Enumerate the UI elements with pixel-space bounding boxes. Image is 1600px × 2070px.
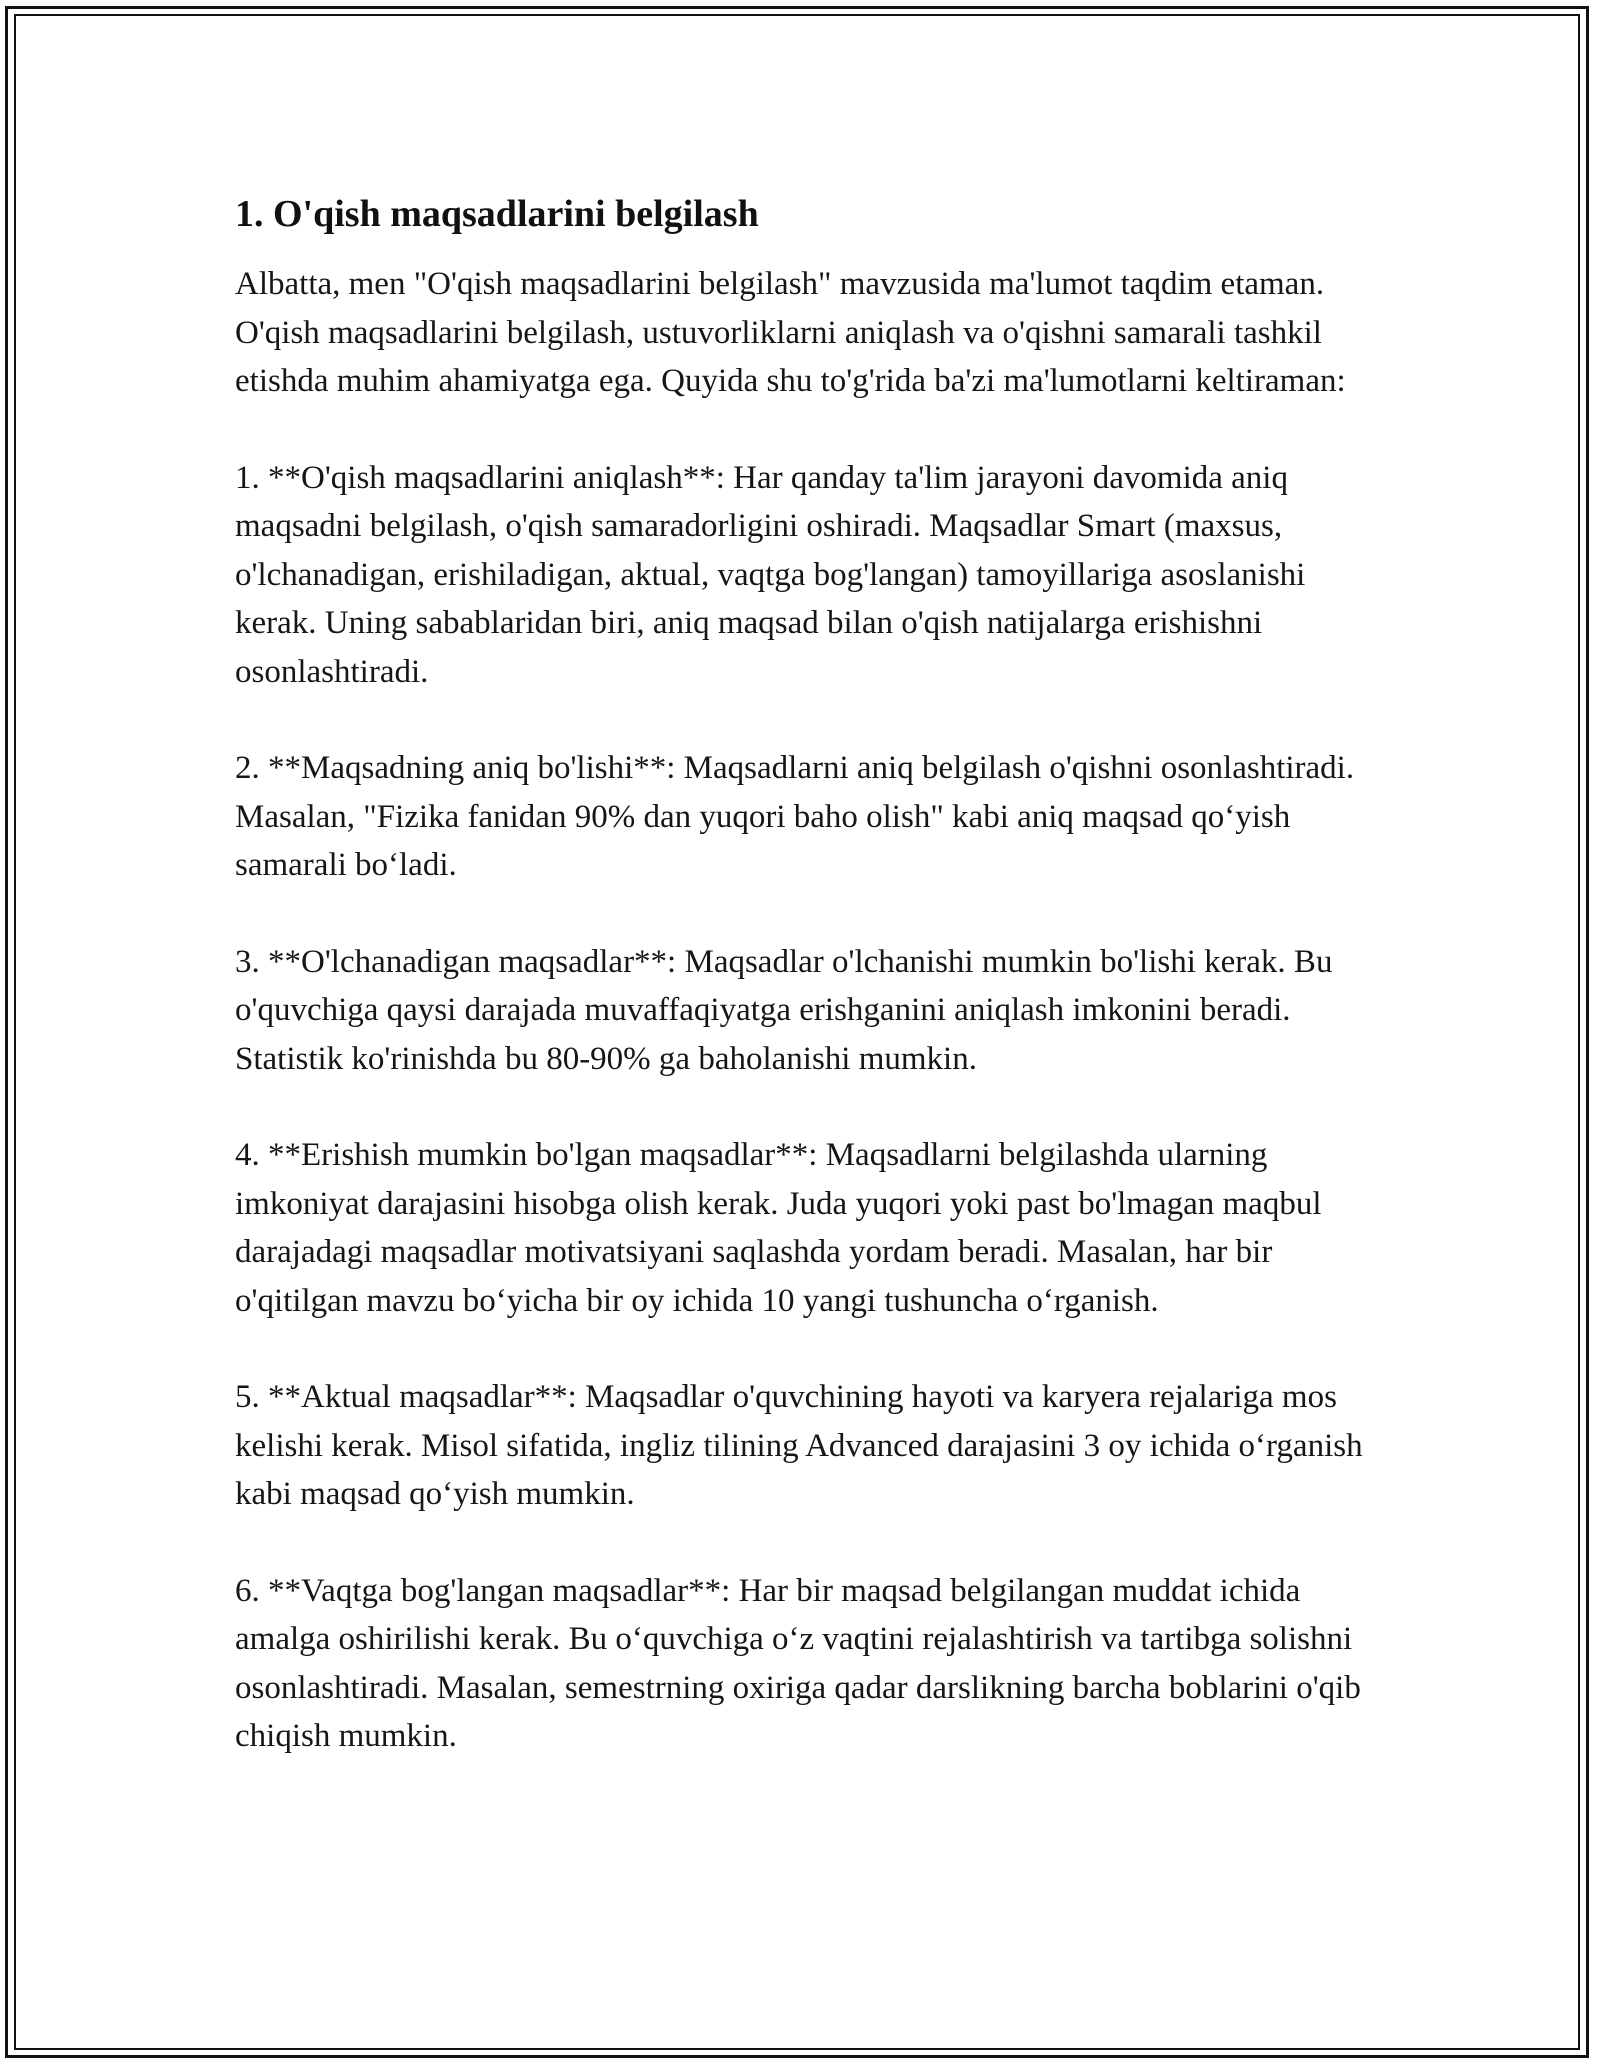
point-5-paragraph: 5. **Aktual maqsadlar**: Maqsadlar o'quvchining hayoti va karyera rejalariga mos kelishi kerak. Misol sifatida, ingliz tilining Advanced darajasini 3 oy ichida o‘rganish kabi maqsad qo‘yish mumkin. bbox=[235, 1379, 1363, 1512]
point-1-paragraph: 1. **O'qish maqsadlarini aniqlash**: Har qanday ta'lim jarayoni davomida aniq maqsadni belgilash, o'qish samaradorligini oshiradi. Maqsadlar Smart (maxsus, o'lchanadigan, erishiladigan, aktual, vaqtga bog'langan) tamoyillariga asoslanishi kerak. Uning sabablaridan biri, aniq maqsad bilan o'qish natijalarga erishishni osonlashtiradi. bbox=[235, 459, 1306, 690]
point-2-paragraph: 2. **Maqsadning aniq bo'lishi**: Maqsadlarni aniq belgilash o'qishni osonlashtiradi. Masalan, "Fizika fanidan 90% dan yuqori baho olish" kabi aniq maqsad qo‘yish samarali bo‘ladi. bbox=[235, 750, 1355, 883]
point-3-paragraph: 3. **O'lchanadigan maqsadlar**: Maqsadlar o'lchanishi mumkin bo'lishi kerak. Bu o'quvchiga qaysi darajada muvaffaqiyatga erishganini aniqlash imkonini beradi. Statistik ko'rinishda bu 80-90% ga baholanishi mumkin. bbox=[235, 943, 1333, 1077]
point-6-paragraph: 6. **Vaqtga bog'langan maqsadlar**: Har bir maqsad belgilangan muddat ichida amalga oshirilishi kerak. Bu o‘quvchiga o‘z vaqtini rejalashtirish va tartibga solishni osonlashtiradi. Masalan, semestrning oxiriga qadar darslikning barcha boblarini o'qib chiqish mumkin. bbox=[235, 1572, 1361, 1754]
document-body bbox=[235, 188, 1365, 1809]
intro-paragraph: Albatta, men "O'qish maqsadlarini belgilash" mavzusida ma'lumot taqdim etaman. O'qish maqsadlarini belgilash, ustuvorliklarni aniqlash va o'qishni samarali tashkil etishda muhim ahamiyatga ega. Quyida shu to'g'rida ba'zi ma'lumotlarni keltiraman: bbox=[235, 266, 1346, 399]
document-title: 1. O'qish maqsadlarini belgilash bbox=[235, 193, 759, 235]
point-4-paragraph: 4. **Erishish mumkin bo'lgan maqsadlar**: Maqsadlarni belgilashda ularning imkoniyat darajasini hisobga olish kerak. Juda yuqori yoki past bo'lmagan maqbul darajadagi maqsadlar motivatsiyani saqlashda yordam beradi. Masalan, har bir o'qitilgan mavzu bo‘yicha bir oy ichida 10 yangi tushuncha o‘rganish. bbox=[235, 1137, 1322, 1319]
